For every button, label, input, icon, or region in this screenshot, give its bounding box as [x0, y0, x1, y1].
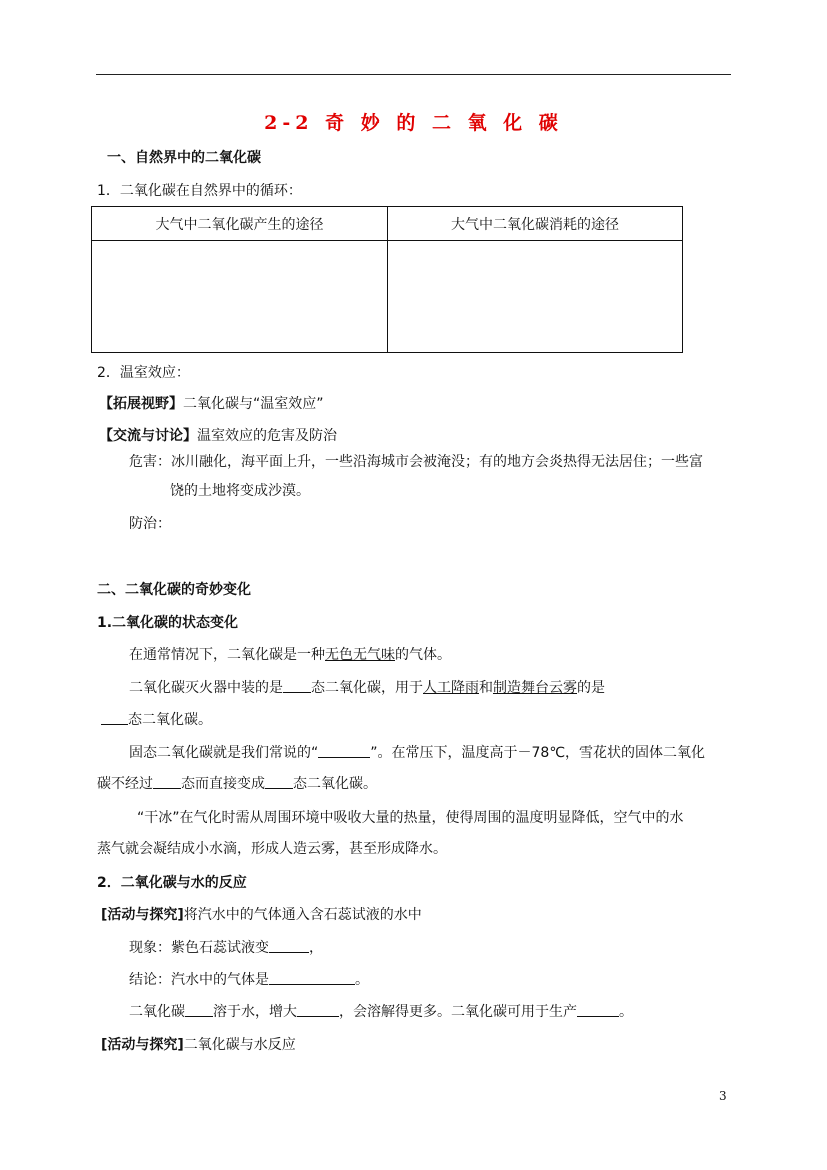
- state-para-4: [129, 743, 705, 763]
- underlined-answer: 无色无气味: [325, 647, 395, 663]
- page-title: 2-2 奇 妙 的 二 氧 化 碳: [264, 112, 563, 134]
- sub2-heading: 2．二氧化碳与水的反应: [97, 875, 247, 891]
- underlined-answer: 制造舞台云雾: [493, 680, 577, 696]
- text: 结论：汽水中的气体是: [129, 972, 269, 988]
- expand-tag: 【拓展视野】: [99, 396, 183, 412]
- text: 将汽水中的气体通入含石蕊试液的水中: [183, 907, 422, 923]
- item2-text: 2．温室效应：: [97, 365, 190, 381]
- underlined-answer: 人工降雨: [423, 680, 479, 696]
- text: ，: [309, 940, 323, 956]
- table-header-produce: 大气中二氧化碳产生的途径: [92, 207, 388, 241]
- item1-text: 1．二氧化碳在自然界中的循环：: [97, 183, 302, 199]
- state-para-5: [97, 774, 377, 794]
- discuss-line: [99, 426, 337, 446]
- expand-text: 二氧化碳与“温室效应”: [183, 396, 324, 412]
- section1-heading: 一、自然界中的二氧化碳: [107, 150, 261, 166]
- section2-heading: 二、二氧化碳的奇妙变化: [97, 582, 251, 598]
- fill-blank[interactable]: [185, 1002, 213, 1017]
- expand-line: [99, 394, 324, 414]
- text: ”。在常压下，温度高于－78℃，雪花状的固体二氧化: [370, 745, 706, 761]
- text: 态而直接变成: [181, 776, 265, 792]
- text: 现象：紫色石蕊试液变: [129, 940, 269, 956]
- prevention-label: 防治：: [129, 516, 171, 532]
- sub1-heading: 1.二氧化碳的状态变化: [97, 615, 239, 631]
- table-cell-produce[interactable]: [92, 241, 388, 352]
- text: 的是: [577, 680, 605, 696]
- activity-tag: [活动与探究]: [101, 1037, 184, 1053]
- activity-2: [101, 1035, 296, 1055]
- fill-blank[interactable]: [318, 743, 370, 758]
- solubility-line: [129, 1002, 633, 1022]
- state-para-3: [101, 710, 212, 730]
- text: 在通常情况下，二氧化碳是一种: [129, 647, 325, 663]
- dry-ice-para-1: “干冰”在气化时需从周围环境中吸收大量的热量，使得周围的温度明显降低，空气中的水: [137, 810, 684, 826]
- text: 碳不经过: [97, 776, 153, 792]
- text: 溶于水，增大: [213, 1004, 297, 1020]
- text: 态二氧化碳。: [128, 712, 212, 728]
- activity-1: [101, 905, 422, 925]
- state-para-2: [129, 678, 605, 698]
- text: 二氧化碳: [129, 1004, 185, 1020]
- fill-blank[interactable]: [577, 1002, 619, 1017]
- discuss-tag: 【交流与讨论】: [99, 428, 197, 444]
- harm-line-1: 危害：冰川融化，海平面上升，一些沿海城市会被淹没；有的地方会炎热得无法居住；一些富: [129, 454, 703, 470]
- text: 。: [619, 1004, 633, 1020]
- fill-blank[interactable]: [297, 1002, 339, 1017]
- page-number: 3: [719, 1089, 727, 1103]
- text: 的气体。: [395, 647, 451, 663]
- dry-ice-para-2: 蒸气就会凝结成小水滴，形成人造云雾，甚至形成降水。: [97, 841, 447, 857]
- fill-blank[interactable]: [283, 678, 311, 693]
- fill-blank[interactable]: [265, 774, 293, 789]
- text: 态二氧化碳，用于: [311, 680, 423, 696]
- activity-tag: [活动与探究]: [101, 907, 184, 923]
- harm-line-2: 饶的土地将变成沙漠。: [170, 483, 310, 499]
- fill-blank[interactable]: [269, 938, 309, 953]
- text: 和: [479, 680, 493, 696]
- fill-blank[interactable]: [153, 774, 181, 789]
- state-para-1: [129, 645, 451, 665]
- header-rule: [96, 74, 731, 75]
- conclusion-line: [129, 970, 369, 990]
- text: ，会溶解得更多。二氧化碳可用于生产: [339, 1004, 577, 1020]
- co2-cycle-table: [91, 206, 683, 353]
- discuss-text: 温室效应的危害及防治: [197, 428, 337, 444]
- table-cell-consume[interactable]: [388, 241, 682, 352]
- table-header-consume: 大气中二氧化碳消耗的途径: [388, 207, 682, 241]
- text: 二氧化碳灭火器中装的是: [129, 680, 283, 696]
- text: 。: [355, 972, 369, 988]
- text: 二氧化碳与水反应: [183, 1037, 296, 1053]
- text: 固态二氧化碳就是我们常说的“: [129, 745, 319, 761]
- phenomenon-line: [129, 938, 323, 958]
- text: 态二氧化碳。: [293, 776, 377, 792]
- fill-blank[interactable]: [269, 970, 355, 985]
- fill-blank[interactable]: [101, 710, 128, 725]
